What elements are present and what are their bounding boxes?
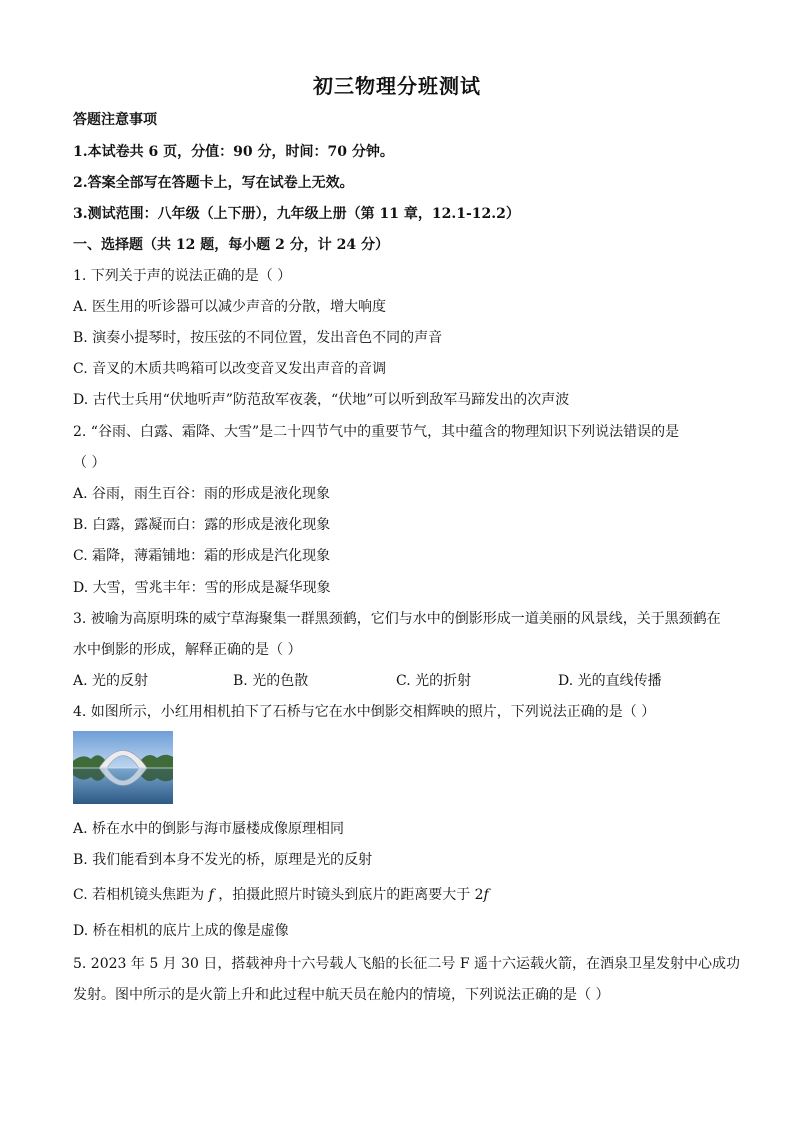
question-3-option-a: A. 光的反射 [73, 673, 149, 689]
page-title: 初三物理分班测试 [313, 74, 481, 98]
question-3-option-d: D. 光的直线传播 [558, 673, 662, 689]
bridge-reflection-image [73, 731, 173, 804]
note-item: 1.本试卷共 6 页，分值：90 分，时间：70 分钟。 [73, 144, 394, 160]
question-1-option-c: C. 音叉的木质共鸣箱可以改变音叉发出声音的音调 [73, 361, 387, 377]
note-item: 2.答案全部写在答题卡上，写在试卷上无效。 [73, 175, 354, 191]
question-2-option-d: D. 大雪，雪兆丰年：雪的形成是凝华现象 [73, 580, 331, 596]
question-4-option-b: B. 我们能看到本身不发光的桥，原理是光的反射 [73, 852, 373, 868]
question-5-stem-cont: 发射。图中所示的是火箭上升和此过程中航天员在舱内的情境，下列说法正确的是（ ） [73, 987, 610, 1003]
question-3-option-c: C. 光的折射 [396, 673, 472, 689]
question-3-option-b: B. 光的色散 [233, 673, 309, 689]
question-2-option-a: A. 谷雨，雨生百谷：雨的形成是液化现象 [73, 486, 331, 502]
question-2-option-c: C. 霜降，薄霜铺地：霜的形成是汽化现象 [73, 548, 331, 564]
question-4-option-d: D. 桥在相机的底片上成的像是虚像 [73, 923, 289, 939]
question-1-option-d: D. 古代士兵用“伏地听声”防范敌军夜袭，“伏地”可以听到敌军马蹄发出的次声波 [73, 392, 570, 408]
question-2-stem-cont: （ ） [73, 455, 106, 471]
question-1-stem: 1. 下列关于声的说法正确的是（ ） [73, 268, 292, 284]
question-4-option-a: A. 桥在水中的倒影与海市蜃楼成像原理相同 [73, 821, 345, 837]
note-item: 3.测试范围：八年级（上下册），九年级上册（第 11 章，12.1-12.2） [73, 206, 520, 222]
question-3-stem: 3. 被喻为高原明珠的威宁草海聚集一群黑颈鹤，它们与水中的倒影形成一道美丽的风景线，关于黑颈鹤在 [73, 611, 721, 627]
bridge-photo [73, 731, 173, 804]
question-1-option-b: B. 演奏小提琴时，按压弦的不同位置，发出音色不同的声音 [73, 330, 443, 346]
question-4-stem: 4. 如图所示，小红用相机拍下了石桥与它在水中倒影交相辉映的照片，下列说法正确的是（ ） [73, 704, 656, 720]
question-2-stem: 2. “谷雨、白露、霜降、大雪”是二十四节气中的重要节气，其中蕴含的物理知识下列说法错误的是 [73, 424, 680, 440]
question-2-option-b: B. 白露，露凝而白：露的形成是液化现象 [73, 517, 331, 533]
question-4-option-c: C. 若相机镜头焦距为 𝑓 ，拍摄此照片时镜头到底片的距离要大于 2𝑓 [73, 887, 489, 903]
question-5-stem: 5. 2023 年 5 月 30 日，搭载神舟十六号载人飞船的长征二号 F 遥十六运载火箭，在酒泉卫星发射中心成功 [73, 956, 741, 972]
question-3-stem-cont: 水中倒影的形成，解释正确的是（ ） [73, 642, 302, 658]
section-heading: 一、选择题（共 12 题，每小题 2 分，计 24 分） [73, 237, 389, 253]
question-1-option-a: A. 医生用的听诊器可以减少声音的分散，增大响度 [73, 299, 387, 315]
notes-heading: 答题注意事项 [73, 112, 157, 128]
